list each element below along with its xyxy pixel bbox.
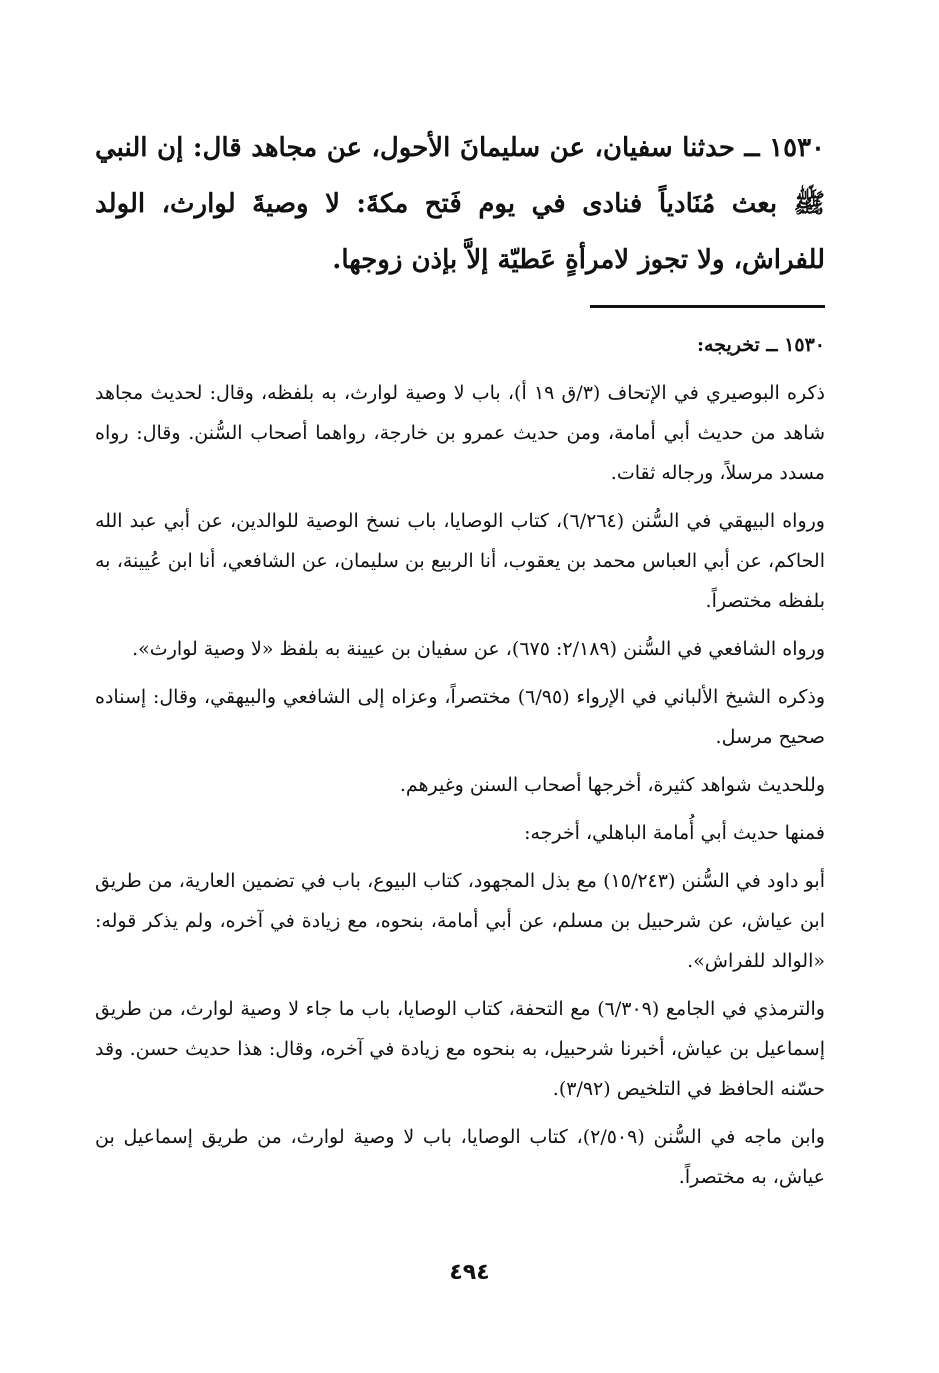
footnote-paragraph: وابن ماجه في السُّنن (٢/٥٠٩)، كتاب الوصايا، باب لا وصية لوارث، من طريق إسماعيل بن عياش، به مختصراً.	[95, 1126, 825, 1188]
footnote-paragraph: وللحديث شواهد كثيرة، أخرجها أصحاب السنن وغيرهم.	[399, 774, 825, 796]
hadith-text: ١٥٣٠ ــ حدثنا سفيان، عن سليمانَ الأحول، عن مجاهد قال: إن النبي ﷺ بعث مُنَادياً فنادى في يوم فَتح مكةَ: لا وصيةَ لوارث، الولد للفراش، ولا تجوز لامرأةٍ عَطيّة إلاَّ بإذن زوجها.	[95, 133, 825, 275]
footnotes-heading: ١٥٣٠ ــ تخريجه:	[697, 334, 825, 356]
footnote-paragraph: ورواه البيهقي في السُّنن (٦/٢٦٤)، كتاب الوصايا، باب نسخ الوصية للوالدين، عن أبي عبد الله الحاكم، عن أبي العباس محمد بن يعقوب، أنا الربيع بن سليمان، عن الشافعي، أنا ابن عُيينة، به بلفظه مختصراً.	[95, 510, 825, 612]
footnote-paragraph: فمنها حديث أبي أُمامة الباهلي، أخرجه:	[524, 822, 825, 844]
footnotes-section	[95, 325, 825, 1205]
footnote-paragraph: وذكره الشيخ الألباني في الإرواء (٦/٩٥) مختصراً، وعزاه إلى الشافعي والبيهقي، وقال: إسناده صحيح مرسل.	[95, 686, 825, 748]
page-number: ٤٩٤	[449, 1260, 490, 1285]
footnote-paragraph: أبو داود في السُّنن (١٥/٢٤٣) مع بذل المجهود، كتاب البيوع، باب في تضمين العارية، من طريق ابن عياش، عن شرحبيل بن مسلم، عن أبي أمامة، بنحوه، مع زيادة في آخره، ولم يذكر قوله: «الوالد للفراش».	[95, 870, 825, 972]
footnote-paragraph: ورواه الشافعي في السُّنن (٢/١٨٩: ٦٧٥)، عن سفيان بن عيينة به بلفظ «لا وصية لوارث».	[132, 638, 825, 660]
footnote-divider	[590, 305, 825, 308]
footnote-paragraph: والترمذي في الجامع (٦/٣٠٩) مع التحفة، كتاب الوصايا، باب ما جاء لا وصية لوارث، من طريق إسماعيل بن عياش، أخبرنا شرحبيل، به بنحوه مع زيادة في آخره، وقال: هذا حديث حسن. وقد حسّنه الحافظ في التلخيص (٣/٩٢).	[95, 998, 825, 1100]
footnote-paragraph: ذكره البوصيري في الإتحاف (٣/ق ١٩ أ)، باب لا وصية لوارث، به بلفظه، وقال: لحديث مجاهد شاهد من حديث أبي أمامة، ومن حديث عمرو بن خارجة، رواهما أصحاب السُّنن. وقال: رواه مسدد مرسلاً، ورجاله ثقات.	[95, 382, 825, 484]
page-content	[95, 120, 825, 1188]
